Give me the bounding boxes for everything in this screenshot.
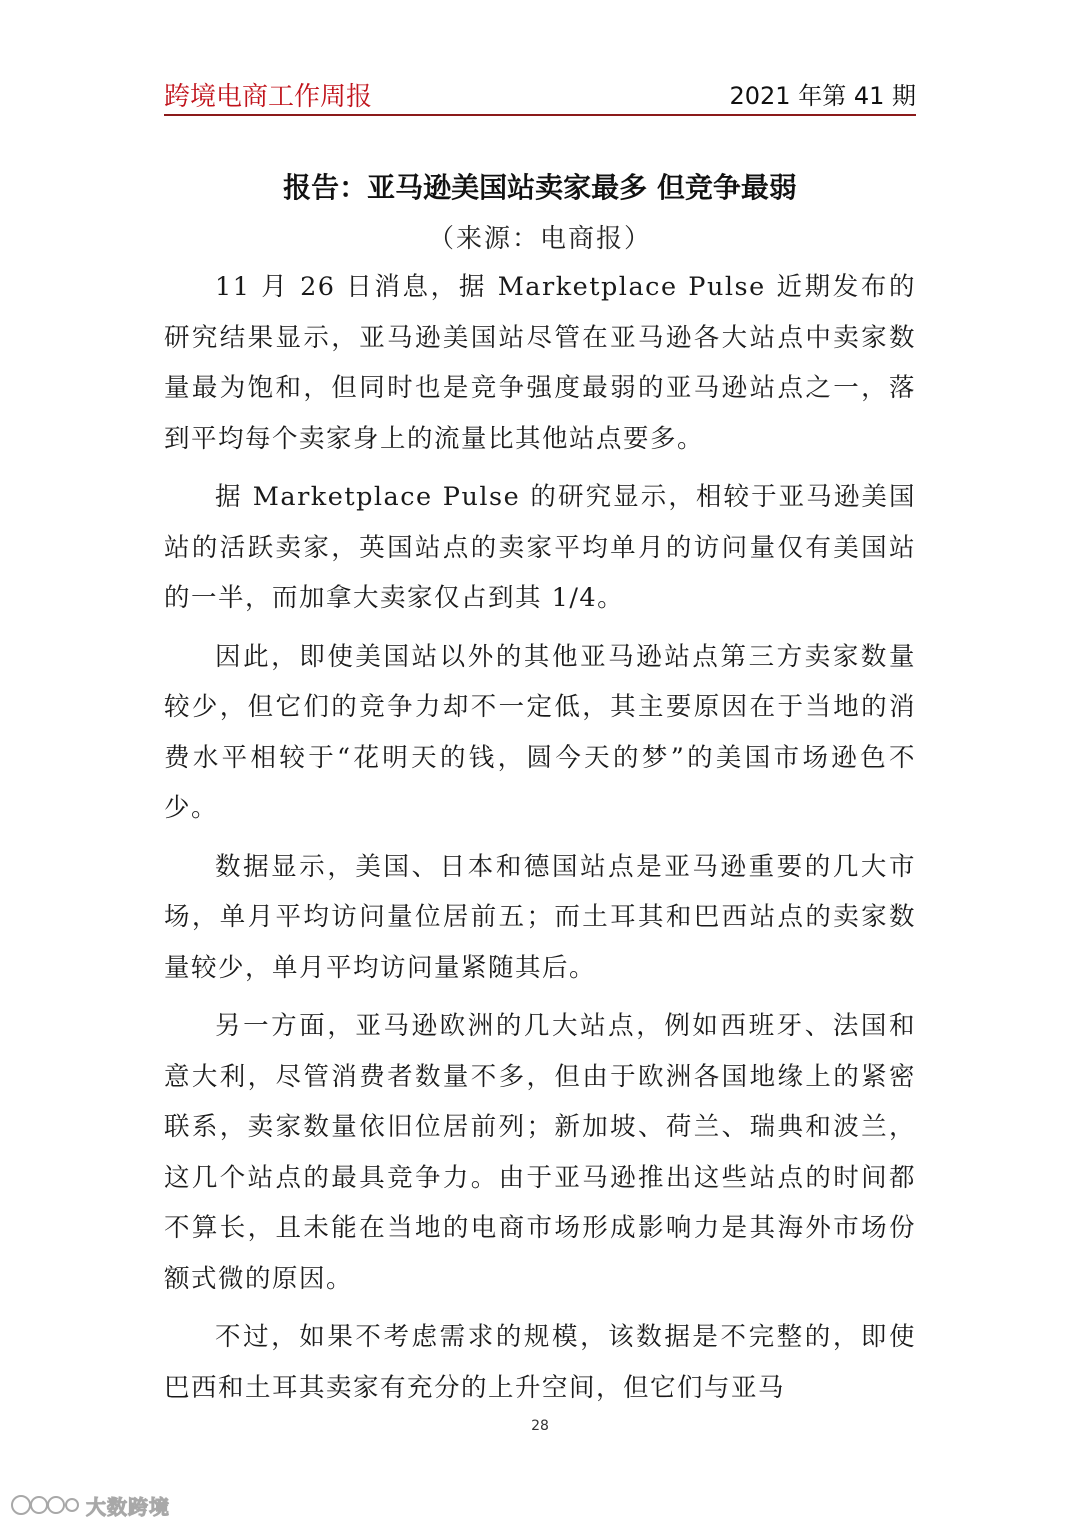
watermark-logo-icon bbox=[10, 1492, 82, 1518]
paragraph-5: 另一方面，亚马逊欧洲的几大站点，例如西班牙、法国和意大利，尽管消费者数量不多，但由于欧洲各国地缘上的紧密联系，卖家数量依旧位居前列；新加坡、荷兰、瑞典和波兰，这几个站点的最具竞争力。由于亚马逊推出这些站点的时间都不算长，且未能在当地的电商市场形成影响力是其海外市场份额式微的原因。 bbox=[164, 1011, 916, 1294]
page-header bbox=[164, 72, 916, 116]
watermark-text: 大数跨境 bbox=[86, 1494, 170, 1519]
watermark bbox=[10, 1490, 170, 1520]
paragraph-2: 据 Marketplace Pulse 的研究显示，相较于亚马逊美国站的活跃卖家，英国站点的卖家平均单月的访问量仅有美国站的一半，而加拿大卖家仅占到其 1/4。 bbox=[164, 482, 916, 613]
paragraph-1: 11 月 26 日消息，据 Marketplace Pulse 近期发布的研究结果显示，亚马逊美国站尽管在亚马逊各大站点中卖家数量最为饱和，但同时也是竞争强度最弱的亚马逊站点之一，落到平均每个卖家身上的流量比其他站点要多。 bbox=[164, 272, 916, 454]
article-body bbox=[164, 262, 916, 1421]
paragraph-3: 因此，即使美国站以外的其他亚马逊站点第三方卖家数量较少，但它们的竞争力却不一定低，其主要原因在于当地的消费水平相较于“花明天的钱，圆今天的梦”的美国市场逊色不少。 bbox=[164, 641, 916, 823]
article-source: （来源：电商报） bbox=[427, 224, 652, 254]
publication-name: 跨境电商工作周报 bbox=[164, 82, 373, 112]
page-number: 28 bbox=[531, 1418, 549, 1434]
article-title: 报告：亚马逊美国站卖家最多 但竞争最弱 bbox=[283, 171, 797, 204]
issue-number: 2021 年第 41 期 bbox=[729, 82, 916, 110]
paragraph-6: 不过，如果不考虑需求的规模，该数据是不完整的，即使巴西和土耳其卖家有充分的上升空间，但它们与亚马 bbox=[164, 1322, 916, 1403]
paragraph-4: 数据显示，美国、日本和德国站点是亚马逊重要的几大市场，单月平均访问量位居前五；而土耳其和巴西站点的卖家数量较少，单月平均访问量紧随其后。 bbox=[164, 851, 916, 983]
